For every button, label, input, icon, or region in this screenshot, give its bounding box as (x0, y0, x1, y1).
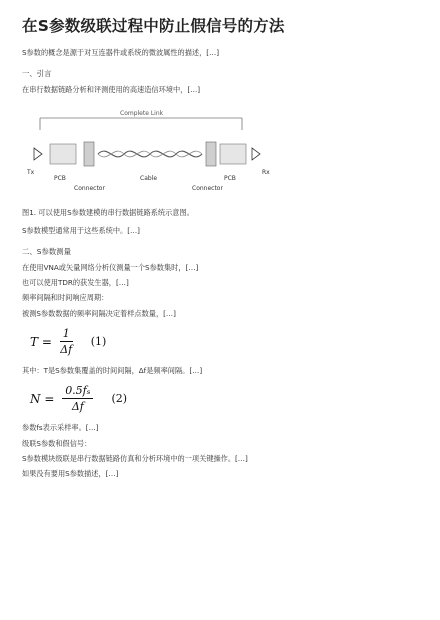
formula-1-denominator: Δf (60, 343, 73, 357)
formula-1-fraction (60, 327, 73, 356)
formula-1-explanation: 其中：T是S参数集覆盖的时间间隔，Δf是频率间隔。[…] (22, 366, 203, 376)
subheading-cascade: 级联S参数和假信号： (22, 438, 92, 448)
link-diagram-svg (22, 104, 418, 204)
measurement-paragraph-1: 在使用VNA或矢量网络分析仪测量一个S参数集时，[…] (22, 262, 199, 272)
cascade-paragraph-1: S参数模块级联是串行数据链路仿真和分析环境中的一项关键操作。[…] (22, 453, 248, 463)
formula-2-fraction (62, 384, 93, 413)
block-label-connector-right: Connector (192, 184, 223, 192)
section-heading-intro: 一、引言 (22, 69, 52, 79)
article-title: 在S参数级联过程中防止假信号的方法 (22, 17, 285, 35)
measurement-paragraph-3: 被测S参数数据的频率间隔决定着样点数量，[…] (22, 308, 176, 318)
intro-paragraph: S参数的概念是源于对互连器件或系统的微波属性的描述，[…] (22, 48, 220, 57)
rx-label: Rx (262, 168, 270, 176)
formula-2 (30, 384, 418, 413)
tx-label: Tx (27, 168, 35, 176)
formula-1 (30, 327, 418, 356)
figure-followup-paragraph: S参数模型通常用于这些系统中。[…] (22, 225, 140, 235)
figure-caption: 图1. 可以使用S参数建模的串行数据链路系统示意图。 (22, 207, 194, 217)
formula-2-numerator: 0.5fₛ (62, 384, 93, 399)
formula-1-lhs: T (30, 334, 39, 349)
formula-2-denominator: Δf (71, 400, 84, 414)
block-label-cable: Cable (140, 174, 158, 182)
connector-right-block (206, 142, 216, 166)
formula-1-numerator: 1 (60, 327, 73, 342)
block-label-pcb-right: PCB (224, 174, 236, 182)
section-heading-measurement: 二、S参数测量 (22, 246, 72, 256)
formula-2-explanation: 参数fs表示采样率。[…] (22, 423, 99, 433)
subheading-frequency-time: 频率间隔和时间响应周期： (22, 293, 109, 303)
formula-1-equals: = (38, 334, 56, 349)
block-label-pcb-left: PCB (54, 174, 66, 182)
link-diagram (22, 104, 418, 204)
formula-2-equals: = (40, 391, 59, 406)
tx-icon (34, 148, 42, 160)
formula-2-number: (2) (111, 392, 128, 406)
measurement-paragraph-2: 也可以使用TDR的获发生器，[…] (22, 278, 129, 288)
block-label-connector-left: Connector (74, 184, 105, 192)
intro-section-paragraph: 在串行数据链路分析和评测使用的高速造信环境中，[…] (22, 85, 201, 95)
cascade-paragraph-2: 如果没有要用S参数描述，[…] (22, 469, 119, 479)
pcb-right-block (220, 144, 246, 164)
formula-2-lhs: N (30, 391, 41, 406)
rx-icon (252, 148, 260, 160)
connector-left-block (84, 142, 94, 166)
pcb-left-block (50, 144, 76, 164)
formula-1-number: (1) (90, 335, 107, 349)
complete-link-label: Complete Link (120, 109, 164, 117)
